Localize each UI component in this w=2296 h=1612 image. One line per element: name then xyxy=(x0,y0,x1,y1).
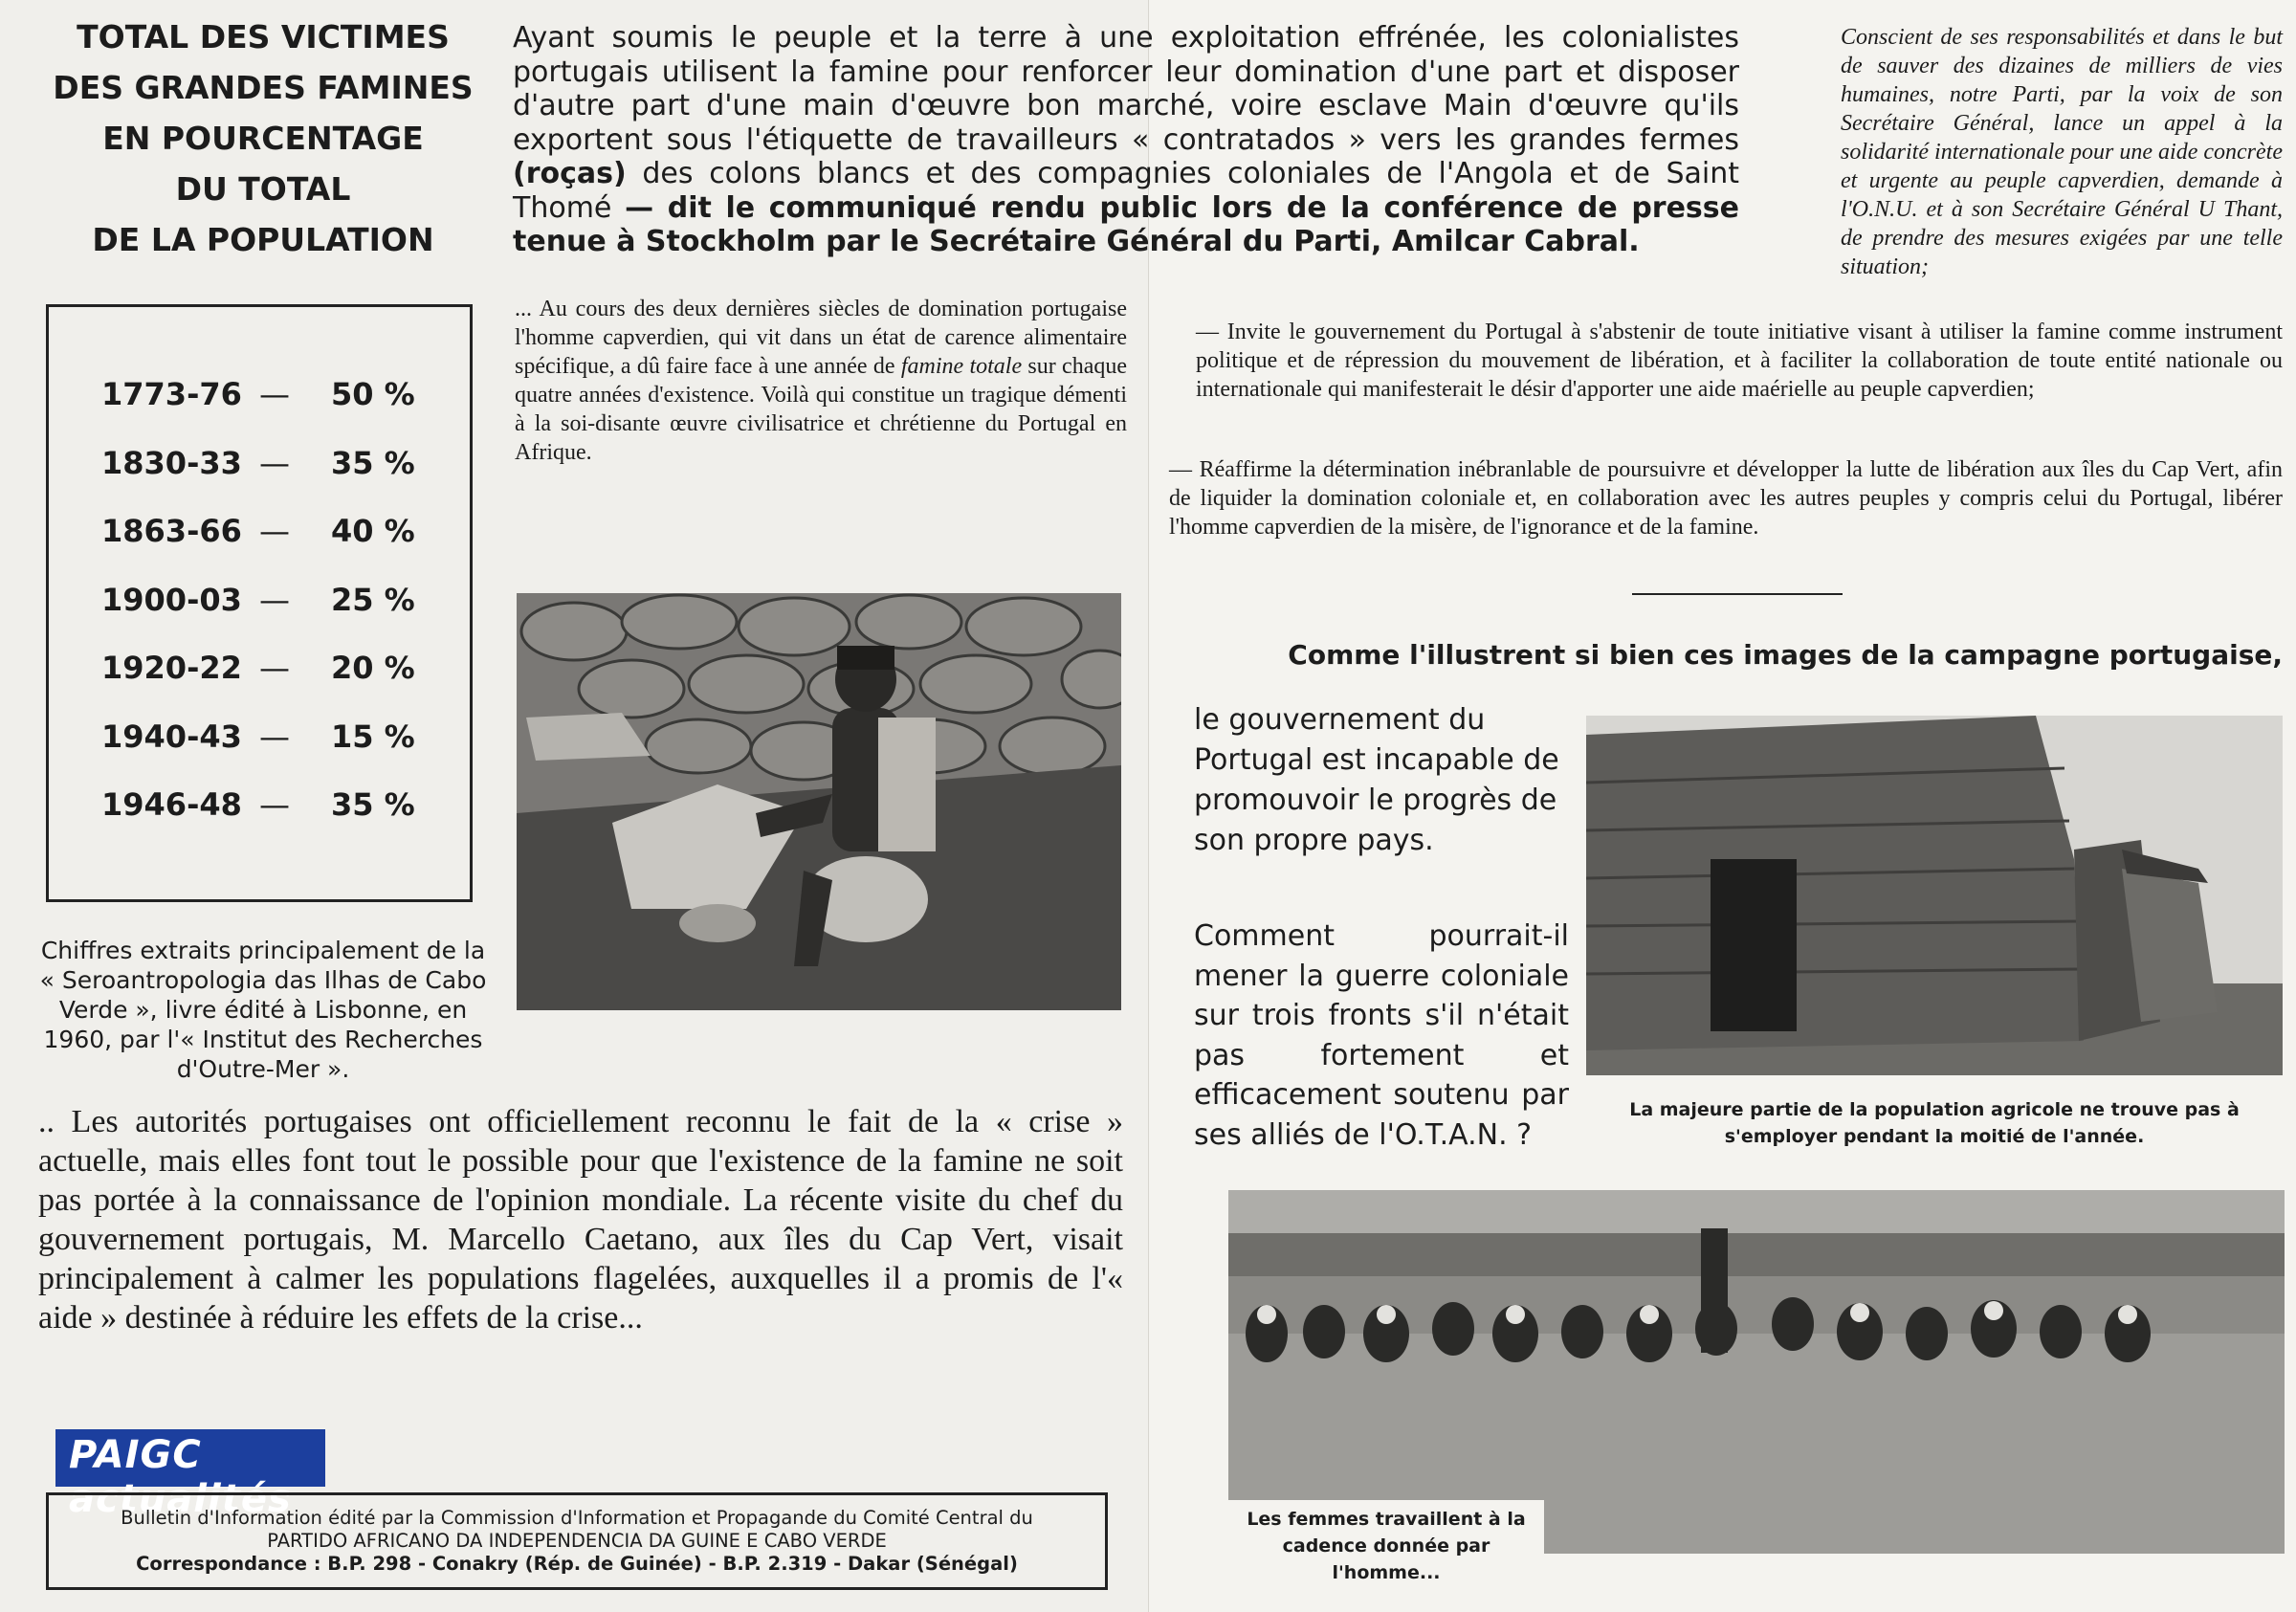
lead-paragraph xyxy=(513,21,1739,259)
table-row xyxy=(49,650,470,707)
appeal-paragraph: Conscient de ses responsabilités et dans le but de sauver des dizaines de milliers de vies humaines, notre Parti, par la voix de son Secrétaire Général, lance un appel à la solidarité internationale pour une aide concrète et urgente au peuple capverdien, demande à l'O.N.U. et à son Secrétaire Général U Thant, de prendre des mesures exigées par une telle situation; xyxy=(1841,25,2283,279)
masthead-line: Correspondance : B.P. 298 - Conakry (Rép. de Guinée) - B.P. 2.319 - Dakar (Sénégal) xyxy=(136,1553,1018,1575)
table-row xyxy=(49,445,470,502)
dash: — xyxy=(259,650,290,686)
period: 1940-43 xyxy=(101,718,242,755)
famine-table-title xyxy=(38,11,488,265)
caption-women: Les femmes travaillent à la cadence donnée par l'homme... xyxy=(1228,1500,1544,1582)
section-divider xyxy=(1632,593,1843,595)
dash: — xyxy=(259,718,290,755)
period: 1830-33 xyxy=(101,445,242,481)
percent: 15 % xyxy=(331,718,415,755)
percent: 25 % xyxy=(331,582,415,618)
history-paragraph xyxy=(515,295,1127,467)
question-text: Comment pourrait-il mener la guerre coloniale sur trois fronts s'il n'était pas fortement et efficacement soutenu par ses alliés de l'O.T.A.N. ? xyxy=(1194,919,1569,1152)
table-source-note: Chiffres extraits principalement de la « Seroantropologia das Ilhas de Cabo Verde », livre édité à Lisbonne, en 1960, par l'« Institut des Recherches d'Outre-Mer ». xyxy=(39,937,487,1083)
history-text: ... Au cours des deux dernières siècles de domination portugaise l'homme capverdien, qui vit dans un état de carence alimentaire spécifique, a dû faire face à une année de xyxy=(515,297,1127,379)
table-row xyxy=(49,376,470,433)
history-text-end: sur chaque quatre années d'existence. Voilà qui constitue un tragique démenti à la soi-disante œuvre civilisatrice et chrétienne du Portugal en Afrique. xyxy=(515,354,1128,465)
percent: 40 % xyxy=(331,513,415,549)
lead-rocas: (roças) xyxy=(513,157,627,190)
history-emphasis: famine totale xyxy=(900,354,1023,379)
famine-percentage-table xyxy=(46,304,473,902)
period: 1946-48 xyxy=(101,786,242,823)
percent: 50 % xyxy=(331,376,415,412)
dash: — xyxy=(259,513,290,549)
dash: — xyxy=(259,786,290,823)
intro-text: le gouvernement du Portugal est incapable de promouvoir le progrès de son propre pays. xyxy=(1194,703,1559,857)
lead-text-2: des colons blancs et des compagnies coloniales de l'Angola et de Saint Thomé xyxy=(513,157,1739,225)
table-title-line: EN POURCENTAGE xyxy=(102,120,424,157)
table-row xyxy=(49,582,470,639)
dash: — xyxy=(259,445,290,481)
table-row xyxy=(49,718,470,776)
table-row xyxy=(49,513,470,570)
photo-child-by-stone-wall xyxy=(517,593,1121,1010)
headline: Comme l'illustrent si bien ces images de la campagne portugaise, xyxy=(1288,639,2283,671)
paigc-actualites-logo xyxy=(55,1429,325,1521)
table-title-line: TOTAL DES VICTIMES xyxy=(77,18,450,55)
percent: 20 % xyxy=(331,650,415,686)
photo-stone-house xyxy=(1586,716,2283,1075)
reaffirm-paragraph: — Réaffirme la détermination inébranlable de poursuivre et développer la lutte de libération aux îles du Cap Vert, afin de liquider la domination coloniale et, en collaboration avec les autres peuples y compris celui du Portugal, libérer l'homme capverdien de la misère, de l'ignorance et de la famine. xyxy=(1169,457,2283,540)
dash: — xyxy=(259,376,290,412)
masthead-line: Bulletin d'Information édité par la Commission d'Information et Propagande du Comité Central du xyxy=(121,1507,1033,1529)
period: 1900-03 xyxy=(101,582,242,618)
period: 1863-66 xyxy=(101,513,242,549)
percent: 35 % xyxy=(331,786,415,823)
bulletin-masthead xyxy=(46,1492,1108,1590)
table-row xyxy=(49,786,470,844)
percent: 35 % xyxy=(331,445,415,481)
masthead-line: PARTIDO AFRICANO DA INDEPENDENCIA DA GUINE E CABO VERDE xyxy=(267,1530,887,1552)
photo-women-in-rice-field xyxy=(1228,1190,2285,1554)
logo-text: PAIGC actualités xyxy=(69,1433,292,1521)
lead-text: Ayant soumis le peuple et la terre à une exploitation effrénée, les colonialistes portugais utilisent la famine pour renforcer leur domination d'une part et disposer d'autre part d'une main d'œuvre bon marché, voire esclave Main d'œuvre qu'ils exportent sous l'étiquette de travailleurs « contratados » vers les grandes fermes xyxy=(513,21,1739,157)
authorities-paragraph: .. Les autorités portugaises ont officiellement reconnu le fait de la « crise » actuelle, mais elles font tout le possible pour que l'existence de la famine ne soit pas portée à la connaissance de l'opinion mondiale. La récente visite du chef du gouvernement portugais, M. Marcello Caetano, aux îles du Cap Vert, visait principalement à calmer les populations flagelées, auxquelles il a promis de l'« aide » destinée à réduire les effets de la crise... xyxy=(38,1104,1123,1336)
table-title-line: DES GRANDES FAMINES xyxy=(53,69,474,106)
invite-paragraph: — Invite le gouvernement du Portugal à s'abstenir de toute initiative visant à utiliser la famine comme instrument politique et de répression du mouvement de libération, et à faciliter la collaboration de toute entité nationale ou internationale qui manifesterait le désir d'apporter une aide maérielle au peuple capverdien; xyxy=(1196,320,2283,402)
period: 1773-76 xyxy=(101,376,242,412)
dash: — xyxy=(259,582,290,618)
caption-house: La majeure partie de la population agricole ne trouve pas à s'employer pendant la moitié de l'année. xyxy=(1629,1099,2240,1147)
table-title-line: DU TOTAL xyxy=(175,170,351,208)
period: 1920-22 xyxy=(101,650,242,686)
lead-bold-quote: — dit le communiqué rendu public lors de la conférence de presse tenue à Stockholm par le Secrétaire Général du Parti, Amilcar Cabral. xyxy=(513,190,1739,258)
table-title-line: DE LA POPULATION xyxy=(92,221,434,258)
